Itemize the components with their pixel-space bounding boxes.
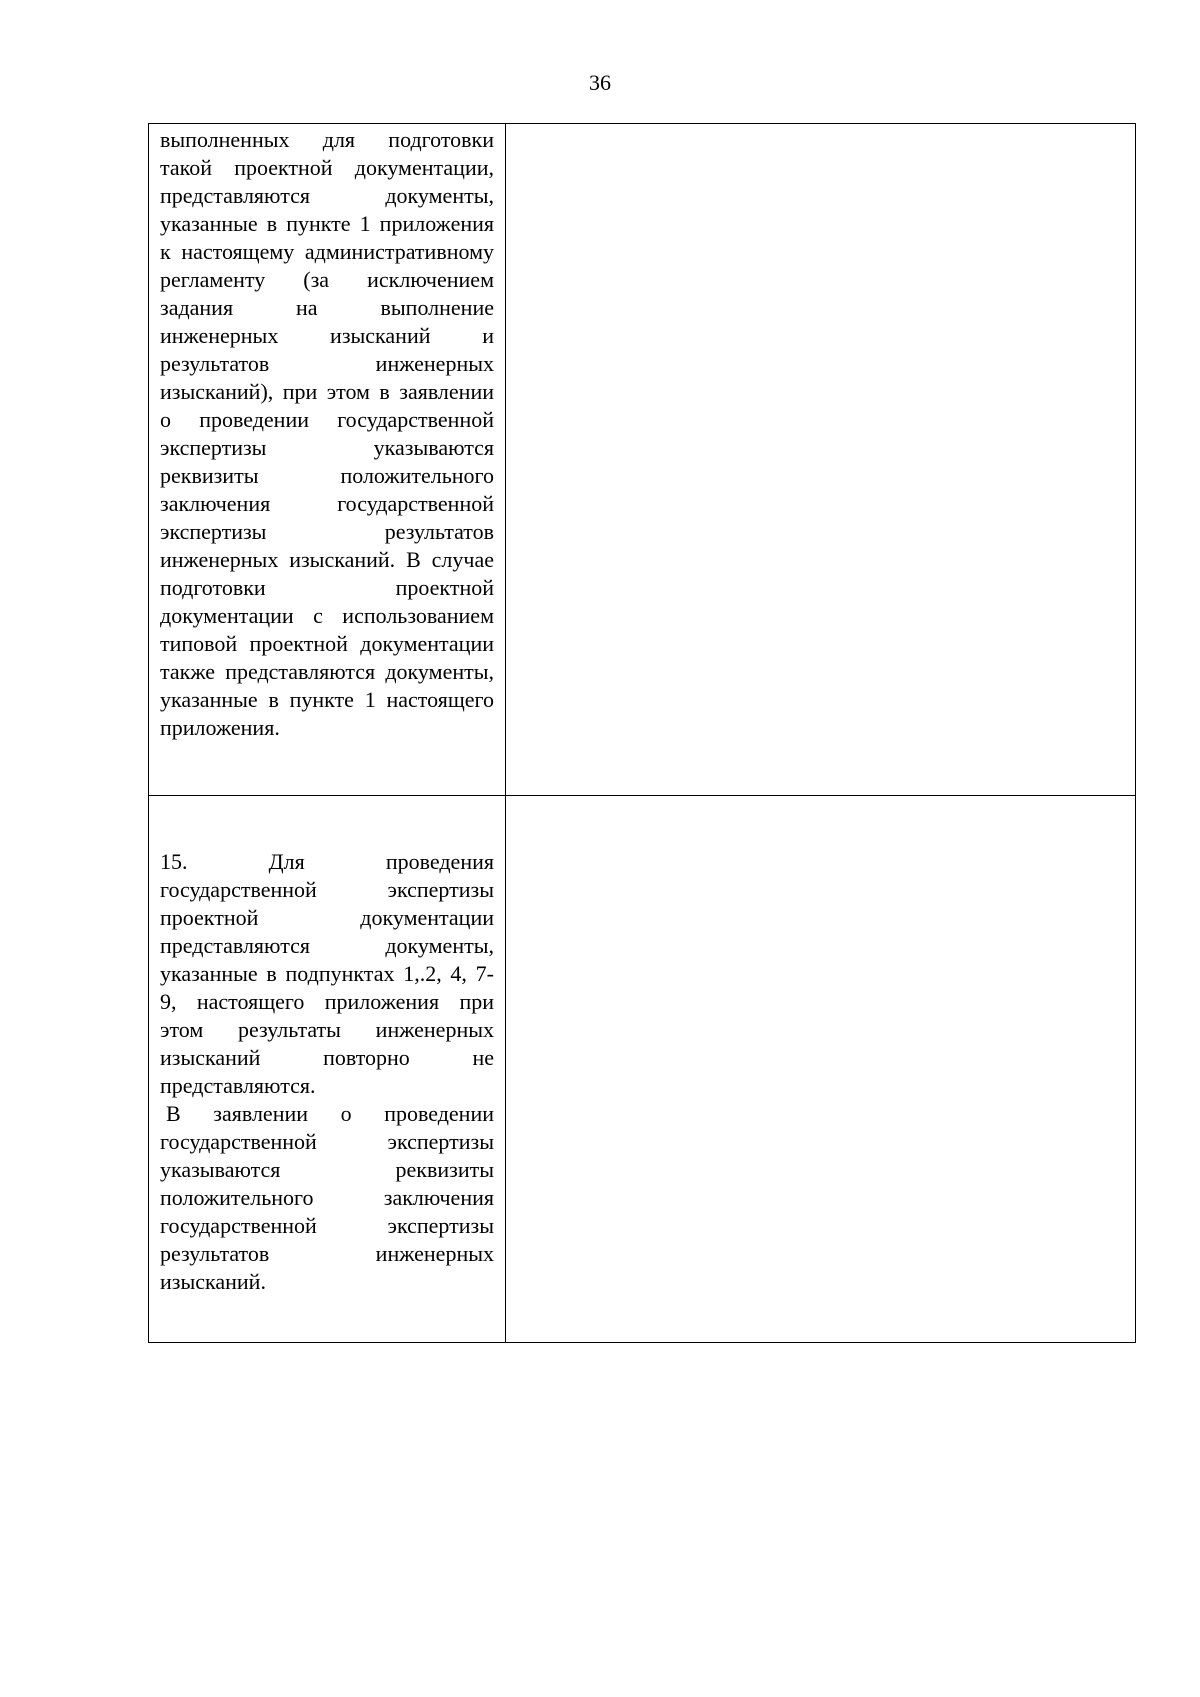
cell-text bbox=[506, 124, 1135, 126]
page-number: 36 bbox=[589, 70, 611, 95]
cell-text bbox=[149, 124, 505, 742]
paragraph: выполненных для подготовки такой проектной документации, представляются документы, указанные в пункте 1 приложения к настоящему административному регламенту (за исключением задания на выполнение инженерных изысканий и результатов инженерных изысканий), при этом в заявлении о проведении государственной экспертизы указываются реквизиты положительного заключения государственной экспертизы результатов инженерных изысканий. В случае подготовки проектной документации с использованием типовой проектной документации также представляются документы, указанные в пункте 1 настоящего приложения. bbox=[160, 127, 494, 740]
table-row bbox=[149, 796, 1136, 1343]
table-cell-right bbox=[506, 796, 1136, 1343]
table-cell-left bbox=[149, 124, 506, 796]
requirements-table bbox=[148, 123, 1136, 1343]
table-cell-left bbox=[149, 796, 506, 1343]
paragraph: В заявлении о проведении государственной экспертизы указываются реквизиты положительного заключения государственной экспертизы результатов инженерных изысканий. bbox=[160, 1101, 494, 1294]
paragraph: 15. Для проведения государственной экспертизы проектной документации представляются документы, указанные в подпунктах 1,.2, 4, 7-9, настоящего приложения при этом результаты инженерных изысканий повторно не представляются. bbox=[160, 849, 494, 1098]
cell-text bbox=[506, 796, 1135, 848]
table-cell-right bbox=[506, 124, 1136, 796]
cell-text bbox=[149, 796, 505, 1296]
table-row bbox=[149, 124, 1136, 796]
